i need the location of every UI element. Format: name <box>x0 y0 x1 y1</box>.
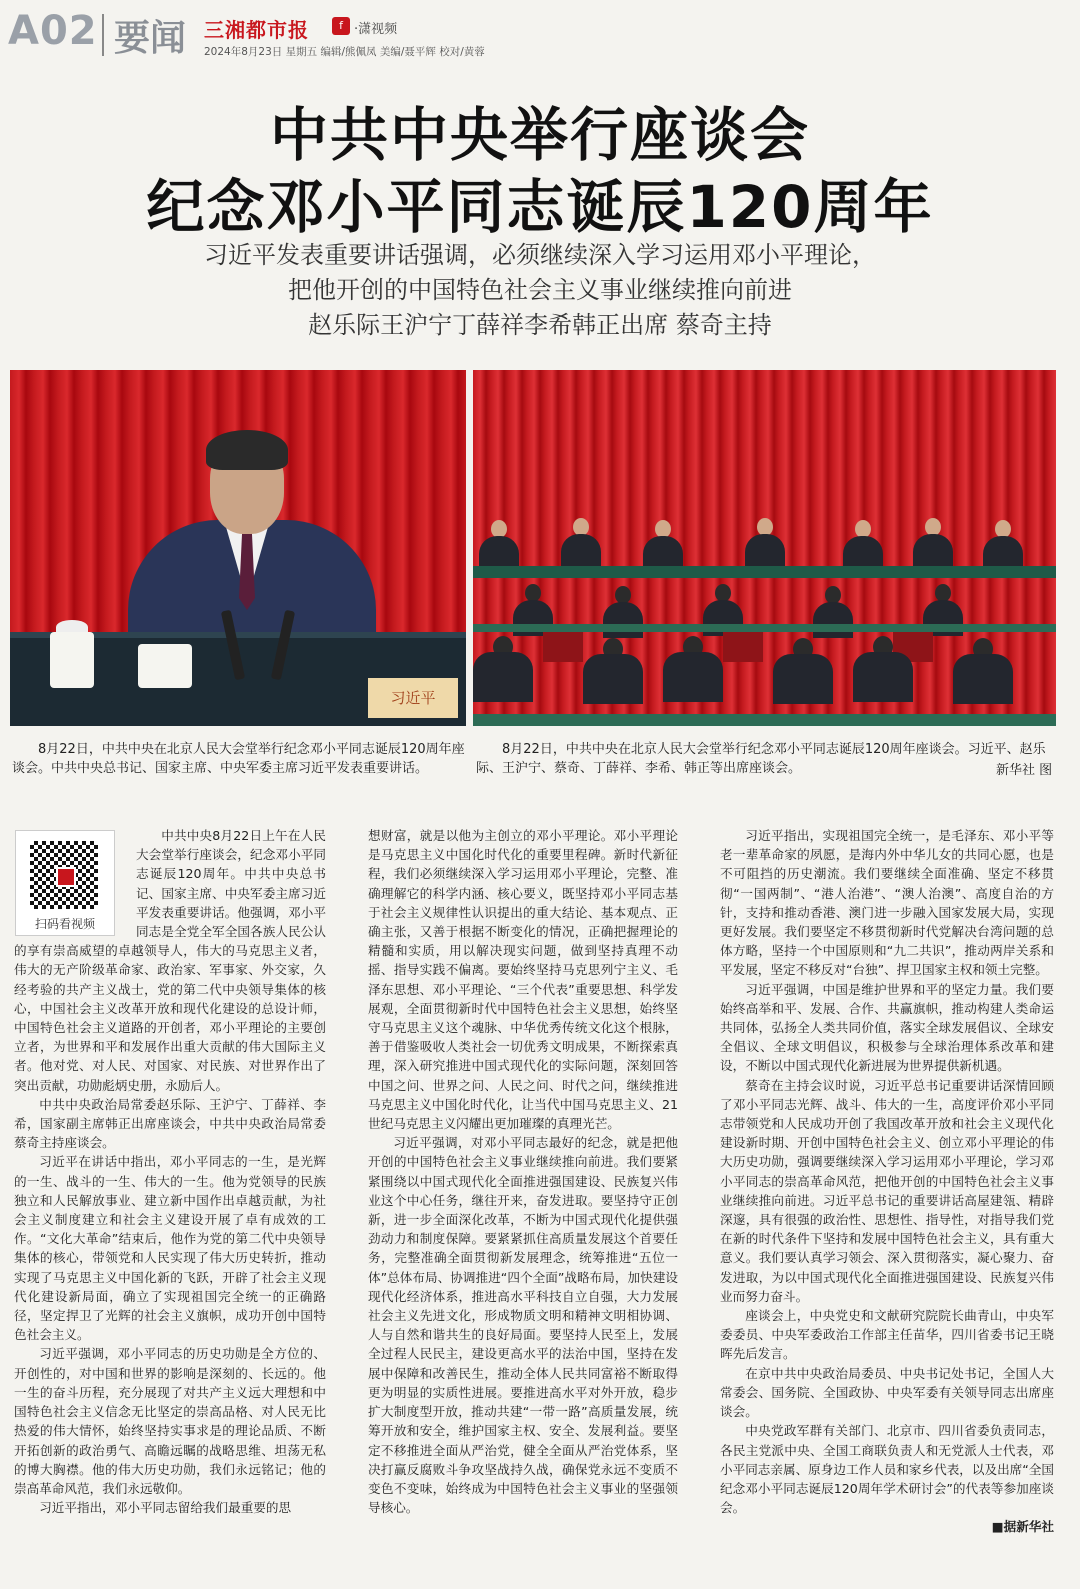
dais-person <box>913 518 953 570</box>
paragraph: 座谈会上，中央党史和文献研究院院长曲青山，中央军委委员、中央军委政治工作部主任苗华，四川省委书记王晓晖先后发言。 <box>720 1308 1054 1362</box>
seat <box>543 632 583 662</box>
paragraph: 想财富，就是以他为主创立的邓小平理论。邓小平理论是马克思主义中国化时代化的重要里程碑。新时代新征程，我们必须继续深入学习运用邓小平理论，完整、准确理解它的科学内涵、核心要义，既坚持邓小平同志基于社会主义规律性认识提出的重大结论、基本观点、正确主张，又善于根据不断变化的情况，正确把握理论的精髓和实质，用以解决现实问题，做到坚持真理不动摇、指导实践不偏离。要始终坚持马克思列宁主义、毛泽东思想、邓小平理论、“三个代表”重要思想、科学发展观，全面贯彻新时代中国特色社会主义思想，始终坚守马克思主义这个魂脉、中华优秀传统文化这个根脉，善于借鉴吸收人类社会一切优秀文明成果，不断探索真理，深入研究推进中国式现代化的实际问题，深刻回答中国之问、世界之问、人民之问、时代之问，继续推进马克思主义中国化时代化，让当代中国马克思主义、21世纪马克思主义闪耀出更加璀璨的真理光芒。 <box>368 828 678 1132</box>
photo-credit: 新华社 图 <box>996 763 1053 778</box>
photo-caption-right: 8月22日，中共中央在北京人民大会堂举行纪念邓小平同志诞辰120周年座谈会。习近平、赵乐际、王沪宁、蔡奇、丁薛祥、李希、韩正等出席座谈会。 <box>476 742 1046 776</box>
dais-person <box>843 520 883 572</box>
paragraph: 习近平强调，对邓小平同志最好的纪念，就是把他开创的中国特色社会主义事业继续推向前进。我们要紧紧围绕以中国式现代化全面推进强国建设、民族复兴伟业这个中心任务，继往开来，奋发进取。要坚持守正创新，进一步全面深化改革，不断为中国式现代化提供强劲动力和制度保障。要紧紧抓住高质量发展这个首要任务，完整准确全面贯彻新发展理念，统筹推进“五位一体”总体布局、协调推进“四个全面”战略布局，加快建设现代化经济体系，推进高水平科技自立自强，大力发展社会主义先进文化，形成物质文明和精神文明相协调、人与自然和谐共生的良好局面。要坚持人民至上，发展全过程人民民主，建设更高水平的法治中国，坚持在发展中保障和改善民生，推动全体人民共同富裕不断取得更为明显的实质性进展。要推进高水平对外开放，稳步扩大制度型开放，推动共建“一带一路”高质量发展，统筹开放和安全，维护国家主权、安全、发展利益。要坚定不移推进全面从严治党，健全全面从严治党体系，坚决打赢反腐败斗争攻坚战持久战，确保党永远不变质不变色不变味，始终成为中国特色社会主义事业的坚强领导核心。 <box>368 1135 678 1516</box>
article-column-1 <box>14 826 326 1517</box>
qr-label: 扫码看视频 <box>34 917 95 931</box>
subhead-2: 把他开创的中国特色社会主义事业继续推向前进 <box>288 276 792 304</box>
paragraph: 在京中共中央政治局委员、中央书记处书记，全国人大常委会、国务院、全国政协、中央军委有关领导同志出席座谈会。 <box>720 1365 1054 1420</box>
article-column-2 <box>368 826 678 1517</box>
dais-table <box>473 566 1056 578</box>
paragraph: 习近平强调，邓小平同志的历史功勋是全方位的、开创性的，对中国和世界的影响是深刻的、长远的。他一生的奋斗历程，充分展现了对共产主义远大理想和中国特色社会主义信念无比坚定的崇高品格、对人民无比热爱的伟大情怀，始终坚持实事求是的理论品质、不断开拓创新的政治勇气、高瞻远瞩的战略思维、坦荡无私的博大胸襟。他的伟大历史功勋，我们永远铭记；他的崇高革命风范，我们永远敬仰。 <box>14 1346 326 1496</box>
paragraph: 蔡奇在主持会议时说，习近平总书记重要讲话深情回顾了邓小平同志光辉、战斗、伟大的一生，高度评价邓小平同志带领党和人民成功开创了我国改革开放和社会主义现代化建设新时期、开创中国特色社会主义、创立邓小平理论的伟大历史功勋，强调要继续深入学习运用邓小平理论，学习邓小平同志的崇高革命风范，把他开创的中国特色社会主义事业继续推向前进。习近平总书记的重要讲话高屋建瓴、精辟深邃，具有很强的政治性、思想性、指导性，对指导我们党在新的时代条件下坚持和发展中国特色社会主义，具有重大意义。我们要认真学习领会、深入贯彻落实，凝心聚力、奋发进取，为以中国式现代化全面推进强国建设、民族复兴伟业而努力奋斗。 <box>720 1077 1054 1304</box>
seat <box>723 632 763 662</box>
audience-member <box>473 636 533 706</box>
paragraph: 中央党政军群有关部门、北京市、四川省委负责同志，各民主党派中央、全国工商联负责人和无党派人士代表，邓小平同志亲属、原身边工作人员和家乡代表，以及出席“全国纪念邓小平同志诞辰120周年学术研讨会”的代表等参加座谈会。 <box>720 1423 1054 1516</box>
audience-table <box>473 714 1056 726</box>
audience-table <box>473 624 1056 632</box>
masthead <box>0 0 1080 70</box>
masthead-divider <box>102 14 104 56</box>
subhead-3: 赵乐际王沪宁丁薛祥李希韩正出席 蔡奇主持 <box>308 311 772 339</box>
video-logo-text: ·潇视频 <box>354 22 398 37</box>
speaker-hair <box>206 430 288 470</box>
article-column-3 <box>720 826 1054 1537</box>
headline-line-1: 中共中央举行座谈会 <box>269 101 810 169</box>
photo-caption-left: 8月22日，中共中央在北京人民大会堂举行纪念邓小平同志诞辰120周年座谈会。中共中央总书记、国家主席、中央军委主席习近平发表重要讲话。 <box>12 742 465 776</box>
dais-person <box>983 520 1023 572</box>
audience-member <box>663 636 723 706</box>
teacup <box>138 644 192 688</box>
audience-member <box>953 638 1013 708</box>
nameplate: 习近平 <box>368 678 458 718</box>
article-signoff: ■据新华社 <box>991 1519 1054 1535</box>
photo-meeting-hall <box>473 370 1056 726</box>
dais-person <box>561 518 601 570</box>
paper-name: 三湘都市报 <box>204 18 309 42</box>
photo-speaker <box>10 370 466 726</box>
subhead-1: 习近平发表重要讲话强调，必须继续深入学习运用邓小平理论， <box>204 241 876 269</box>
dais-person <box>479 520 519 572</box>
audience-member <box>853 636 913 706</box>
paragraph: 习近平在讲话中指出，邓小平同志的一生，是光辉的一生、战斗的一生、伟大的一生。他为党领导的民族独立和人民解放事业、建立新中国作出卓越贡献，为社会主义制度建立和社会主义建设开展了卓有成效的工作。“文化大革命”结束后，他作为党的第二代中央领导集体的核心，带领党和人民实现了伟大历史转折，推动实现了马克思主义中国化新的飞跃，开辟了社会主义现代化建设新局面，确立了实现祖国完全统一的正确路径，坚定捍卫了光辉的社会主义旗帜，成功开创中国特色社会主义。 <box>14 1154 326 1343</box>
issue-meta: 2024年8月23日 星期五 编辑/熊佩凤 美编/聂平辉 校对/黄蓉 <box>204 46 485 58</box>
paragraph: 习近平指出，实现祖国完全统一，是毛泽东、邓小平等老一辈革命家的夙愿，是海内外中华儿女的共同心愿，也是不可阻挡的历史潮流。我们要继续全面准确、坚定不移贯彻“一国两制”、“港人治港”、“澳人治澳”、高度自治的方针，支持和推动香港、澳门进一步融入国家发展大局，实现更好发展。我们要坚定不移贯彻新时代党解决台湾问题的总体方略，坚持一个中国原则和“九二共识”，推动两岸关系和平发展，坚定不移反对“台独”、捍卫国家主权和领土完整。 <box>720 828 1054 978</box>
paragraph: 习近平指出，邓小平同志留给我们最重要的思 <box>39 1500 292 1516</box>
dais-person <box>745 518 785 570</box>
video-logo-icon: f <box>332 17 350 35</box>
page-number: A02 <box>8 8 98 54</box>
paragraph: 习近平强调，中国是维护世界和平的坚定力量。我们要始终高举和平、发展、合作、共赢旗帜，推动构建人类命运共同体，弘扬全人类共同价值，落实全球发展倡议、全球安全倡议、全球文明倡议，积极参与全球治理体系改革和建设，不断以中国式现代化新进展为世界提供新机遇。 <box>720 981 1054 1074</box>
paragraph: 中共中央政治局常委赵乐际、王沪宁、丁薛祥、李希，国家副主席韩正出席座谈会，中共中央政治局常委蔡奇主持座谈会。 <box>14 1096 326 1151</box>
audience-member <box>583 638 643 708</box>
audience-member <box>773 638 833 708</box>
qr-wrap-space <box>14 826 136 938</box>
dais-person <box>643 520 683 572</box>
section-name: 要闻 <box>114 18 187 59</box>
teacup <box>50 632 94 688</box>
headline-line-2: 纪念邓小平同志诞辰120周年 <box>146 173 934 241</box>
paragraph: 中共中央8月22日上午在人民大会堂举行座谈会，纪念邓小平同志诞辰120周年。中共中央总书记、国家主席、中央军委主席习近平发表重要讲话。他强调，邓小平同志是全党全军全国各族人民公认的享有崇高威望的卓越领导人，伟大的马克思主义者，伟大的无产阶级革命家、政治家、军事家、外交家，久经考验的共产主义战士，党的第二代中央领导集体的核心，中国社会主义改革开放和现代化建设的总设计师，中国特色社会主义道路的开创者，邓小平理论的主要创立者，为世界和平和发展作出重大贡献的伟大国际主义者。他对党、对人民、对国家、对民族、对世界作出了突出贡献，功勋彪炳史册，永励后人。 <box>14 828 326 1093</box>
